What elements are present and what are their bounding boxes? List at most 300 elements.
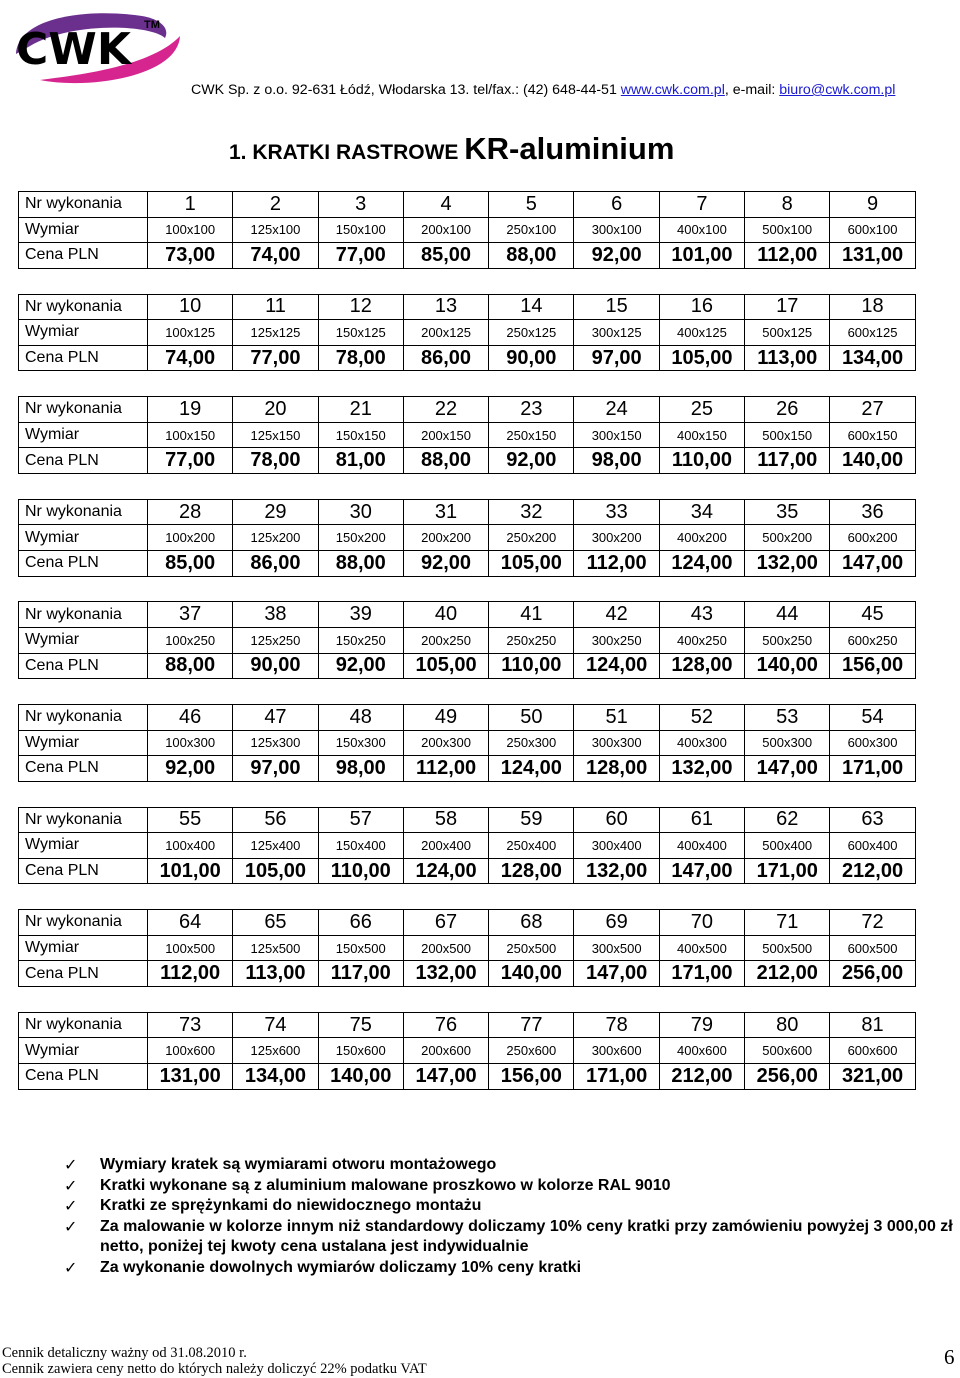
price-cell: 90,00 [233, 653, 318, 679]
price-cell: 73,00 [148, 243, 233, 269]
number-cell: 15 [574, 294, 659, 320]
price-cell: 92,00 [489, 448, 574, 474]
size-cell: 300x250 [574, 627, 659, 653]
price-cell: 124,00 [403, 858, 488, 884]
row-label: Cena PLN [19, 961, 148, 987]
size-cell: 500x500 [745, 935, 830, 961]
size-cell: 125x125 [233, 320, 318, 346]
row-label: Nr wykonania [19, 294, 148, 320]
row-label: Cena PLN [19, 653, 148, 679]
number-cell: 56 [233, 807, 318, 833]
price-cell: 92,00 [403, 550, 488, 576]
row-label: Wymiar [19, 320, 148, 346]
size-cell: 200x100 [403, 217, 488, 243]
number-cell: 43 [659, 602, 744, 628]
number-cell: 4 [403, 192, 488, 218]
price-cell: 101,00 [148, 858, 233, 884]
number-cell: 74 [233, 1012, 318, 1038]
logo-tm: TM [144, 19, 160, 31]
row-label: Wymiar [19, 217, 148, 243]
number-cell: 40 [403, 602, 488, 628]
price-cell: 134,00 [830, 345, 915, 371]
size-cell: 100x150 [148, 422, 233, 448]
price-cell: 124,00 [574, 653, 659, 679]
price-cell: 77,00 [318, 243, 403, 269]
size-cell: 400x200 [659, 525, 744, 551]
size-cell: 300x500 [574, 935, 659, 961]
note-text: Za wykonanie dowolnych wymiarów doliczamy 10% ceny kratki [100, 1258, 582, 1276]
title-prefix: 1. KRATKI RASTROWE [229, 141, 465, 164]
number-cell: 5 [489, 192, 574, 218]
size-cell: 150x200 [318, 525, 403, 551]
number-cell: 41 [489, 602, 574, 628]
number-cell: 44 [745, 602, 830, 628]
price-cell: 98,00 [574, 448, 659, 474]
number-cell: 71 [745, 910, 830, 936]
size-row [19, 320, 916, 346]
size-cell: 250x125 [489, 320, 574, 346]
number-cell: 32 [489, 499, 574, 525]
row-label: Cena PLN [19, 448, 148, 474]
price-cell: 124,00 [489, 756, 574, 782]
number-cell: 67 [403, 910, 488, 936]
number-cell: 17 [745, 294, 830, 320]
number-cell: 35 [745, 499, 830, 525]
price-table [18, 704, 916, 782]
size-cell: 250x300 [489, 730, 574, 756]
number-cell: 46 [148, 705, 233, 731]
contact-text: CWK Sp. z o.o. 92-631 Łódź, Włodarska 13. tel/fax.: (42) 648-44-51 [191, 82, 621, 98]
price-cell: 256,00 [830, 961, 915, 987]
number-cell: 66 [318, 910, 403, 936]
price-table [18, 1012, 916, 1090]
size-cell: 200x300 [403, 730, 488, 756]
number-cell: 75 [318, 1012, 403, 1038]
price-cell: 171,00 [659, 961, 744, 987]
note-text: Za malowanie w kolorze innym niż standardowy doliczamy 10% ceny kratki przy zamówieniu powyżej 3 000,00 zł netto, poniżej tej kwoty cena ustalana jest indywidualnie [100, 1217, 953, 1256]
check-icon: ✓ [64, 1198, 78, 1216]
price-cell: 140,00 [830, 448, 915, 474]
number-cell: 26 [745, 397, 830, 423]
size-cell: 400x600 [659, 1038, 744, 1064]
size-cell: 250x500 [489, 935, 574, 961]
row-label: Cena PLN [19, 858, 148, 884]
price-cell: 90,00 [489, 345, 574, 371]
size-cell: 600x600 [830, 1038, 915, 1064]
price-cell: 113,00 [745, 345, 830, 371]
price-cell: 113,00 [233, 961, 318, 987]
price-cell: 140,00 [745, 653, 830, 679]
row-label: Cena PLN [19, 550, 148, 576]
size-cell: 100x500 [148, 935, 233, 961]
size-cell: 125x400 [233, 833, 318, 859]
price-cell: 256,00 [745, 1063, 830, 1089]
price-cell: 132,00 [574, 858, 659, 884]
size-cell: 500x300 [745, 730, 830, 756]
note-text: Kratki ze sprężynkami do niewidocznego montażu [100, 1197, 482, 1215]
number-cell: 31 [403, 499, 488, 525]
number-row [19, 910, 916, 936]
row-label: Wymiar [19, 1038, 148, 1064]
number-cell: 10 [148, 294, 233, 320]
number-cell: 45 [830, 602, 915, 628]
size-cell: 400x300 [659, 730, 744, 756]
email-label: , e-mail: [724, 82, 780, 98]
size-cell: 600x400 [830, 833, 915, 859]
price-cell: 147,00 [830, 550, 915, 576]
number-cell: 22 [403, 397, 488, 423]
email-link[interactable]: biuro@cwk.com.pl [779, 82, 896, 98]
number-cell: 78 [574, 1012, 659, 1038]
page-number: 6 [944, 1345, 955, 1369]
size-cell: 150x600 [318, 1038, 403, 1064]
number-cell: 76 [403, 1012, 488, 1038]
price-cell: 131,00 [148, 1063, 233, 1089]
price-cell: 92,00 [318, 653, 403, 679]
number-cell: 52 [659, 705, 744, 731]
number-row [19, 807, 916, 833]
price-cell: 128,00 [659, 653, 744, 679]
size-cell: 400x250 [659, 627, 744, 653]
note-item [64, 1176, 960, 1197]
size-row [19, 525, 916, 551]
price-table [18, 499, 916, 577]
size-cell: 150x250 [318, 627, 403, 653]
number-cell: 79 [659, 1012, 744, 1038]
price-cell: 171,00 [830, 756, 915, 782]
size-cell: 200x400 [403, 833, 488, 859]
row-label: Nr wykonania [19, 192, 148, 218]
number-cell: 70 [659, 910, 744, 936]
size-cell: 100x125 [148, 320, 233, 346]
number-cell: 72 [830, 910, 915, 936]
price-row [19, 1063, 916, 1089]
price-cell: 140,00 [318, 1063, 403, 1089]
number-cell: 65 [233, 910, 318, 936]
size-cell: 150x400 [318, 833, 403, 859]
size-cell: 200x600 [403, 1038, 488, 1064]
price-cell: 131,00 [830, 243, 915, 269]
price-cell: 171,00 [574, 1063, 659, 1089]
price-row [19, 858, 916, 884]
size-cell: 600x100 [830, 217, 915, 243]
number-cell: 20 [233, 397, 318, 423]
size-cell: 125x100 [233, 217, 318, 243]
number-row [19, 602, 916, 628]
number-cell: 28 [148, 499, 233, 525]
row-label: Cena PLN [19, 345, 148, 371]
size-cell: 200x125 [403, 320, 488, 346]
row-label: Wymiar [19, 935, 148, 961]
price-cell: 86,00 [233, 550, 318, 576]
price-cell: 88,00 [148, 653, 233, 679]
number-cell: 9 [830, 192, 915, 218]
notes-list [64, 1155, 960, 1279]
size-cell: 400x125 [659, 320, 744, 346]
row-label: Nr wykonania [19, 397, 148, 423]
number-cell: 80 [745, 1012, 830, 1038]
row-label: Cena PLN [19, 243, 148, 269]
price-cell: 140,00 [489, 961, 574, 987]
row-label: Nr wykonania [19, 705, 148, 731]
price-cell: 105,00 [403, 653, 488, 679]
row-label: Wymiar [19, 627, 148, 653]
price-cell: 156,00 [489, 1063, 574, 1089]
price-cell: 212,00 [745, 961, 830, 987]
number-cell: 59 [489, 807, 574, 833]
price-cell: 147,00 [659, 858, 744, 884]
size-cell: 600x200 [830, 525, 915, 551]
price-cell: 98,00 [318, 756, 403, 782]
size-cell: 250x200 [489, 525, 574, 551]
number-cell: 27 [830, 397, 915, 423]
size-cell: 100x200 [148, 525, 233, 551]
size-cell: 500x150 [745, 422, 830, 448]
size-cell: 600x500 [830, 935, 915, 961]
price-cell: 132,00 [745, 550, 830, 576]
price-cell: 112,00 [403, 756, 488, 782]
size-cell: 150x125 [318, 320, 403, 346]
size-cell: 125x600 [233, 1038, 318, 1064]
price-table [18, 909, 916, 987]
size-cell: 500x125 [745, 320, 830, 346]
price-cell: 132,00 [403, 961, 488, 987]
number-cell: 60 [574, 807, 659, 833]
price-cell: 147,00 [574, 961, 659, 987]
row-label: Cena PLN [19, 756, 148, 782]
number-cell: 55 [148, 807, 233, 833]
number-cell: 81 [830, 1012, 915, 1038]
check-icon: ✓ [64, 1177, 78, 1195]
price-table [18, 294, 916, 372]
number-cell: 19 [148, 397, 233, 423]
number-cell: 23 [489, 397, 574, 423]
price-cell: 77,00 [233, 345, 318, 371]
title-main: KR-aluminium [464, 131, 675, 166]
number-cell: 51 [574, 705, 659, 731]
size-row [19, 935, 916, 961]
number-row [19, 705, 916, 731]
price-cell: 77,00 [148, 448, 233, 474]
page-title [229, 131, 674, 167]
number-cell: 57 [318, 807, 403, 833]
price-cell: 78,00 [233, 448, 318, 474]
size-row [19, 217, 916, 243]
size-cell: 250x400 [489, 833, 574, 859]
price-cell: 105,00 [233, 858, 318, 884]
size-cell: 400x500 [659, 935, 744, 961]
price-cell: 128,00 [574, 756, 659, 782]
website-link[interactable]: www.cwk.com.pl [620, 82, 725, 98]
price-cell: 110,00 [489, 653, 574, 679]
row-label: Wymiar [19, 525, 148, 551]
note-item [64, 1258, 960, 1279]
number-row [19, 1012, 916, 1038]
price-cell: 97,00 [574, 345, 659, 371]
check-icon: ✓ [64, 1259, 78, 1277]
price-cell: 92,00 [148, 756, 233, 782]
price-row [19, 653, 916, 679]
size-cell: 400x100 [659, 217, 744, 243]
price-row [19, 756, 916, 782]
number-cell: 73 [148, 1012, 233, 1038]
number-cell: 21 [318, 397, 403, 423]
price-row [19, 550, 916, 576]
price-cell: 147,00 [745, 756, 830, 782]
note-text: Wymiary kratek są wymiarami otworu montażowego [100, 1156, 497, 1173]
number-cell: 3 [318, 192, 403, 218]
price-cell: 147,00 [403, 1063, 488, 1089]
size-cell: 400x150 [659, 422, 744, 448]
note-text: Kratki wykonane są z aluminium malowane proszkowo w kolorze RAL 9010 [100, 1176, 671, 1194]
note-item [64, 1155, 960, 1176]
price-table [18, 807, 916, 885]
number-row [19, 499, 916, 525]
number-cell: 14 [489, 294, 574, 320]
contact-line [191, 82, 895, 98]
number-cell: 54 [830, 705, 915, 731]
price-table [18, 396, 916, 474]
price-cell: 128,00 [489, 858, 574, 884]
number-cell: 25 [659, 397, 744, 423]
size-cell: 300x100 [574, 217, 659, 243]
number-cell: 6 [574, 192, 659, 218]
row-label: Nr wykonania [19, 910, 148, 936]
price-cell: 92,00 [574, 243, 659, 269]
number-cell: 77 [489, 1012, 574, 1038]
size-cell: 250x100 [489, 217, 574, 243]
size-cell: 250x250 [489, 627, 574, 653]
size-cell: 250x150 [489, 422, 574, 448]
check-icon: ✓ [64, 1157, 78, 1174]
price-cell: 74,00 [148, 345, 233, 371]
note-item [64, 1196, 960, 1217]
size-row [19, 1038, 916, 1064]
check-icon: ✓ [64, 1218, 78, 1236]
number-cell: 33 [574, 499, 659, 525]
size-cell: 150x150 [318, 422, 403, 448]
size-cell: 150x300 [318, 730, 403, 756]
number-cell: 69 [574, 910, 659, 936]
number-cell: 7 [659, 192, 744, 218]
price-cell: 112,00 [148, 961, 233, 987]
price-row [19, 345, 916, 371]
number-cell: 37 [148, 602, 233, 628]
size-cell: 300x150 [574, 422, 659, 448]
price-cell: 171,00 [745, 858, 830, 884]
size-cell: 150x500 [318, 935, 403, 961]
number-cell: 34 [659, 499, 744, 525]
size-cell: 200x250 [403, 627, 488, 653]
price-cell: 85,00 [403, 243, 488, 269]
size-row [19, 422, 916, 448]
number-cell: 16 [659, 294, 744, 320]
number-cell: 47 [233, 705, 318, 731]
price-cell: 101,00 [659, 243, 744, 269]
size-cell: 500x250 [745, 627, 830, 653]
number-cell: 64 [148, 910, 233, 936]
number-cell: 38 [233, 602, 318, 628]
number-cell: 58 [403, 807, 488, 833]
price-cell: 110,00 [318, 858, 403, 884]
size-cell: 200x200 [403, 525, 488, 551]
size-cell: 600x125 [830, 320, 915, 346]
price-row [19, 243, 916, 269]
size-cell: 500x100 [745, 217, 830, 243]
size-row [19, 833, 916, 859]
size-cell: 125x300 [233, 730, 318, 756]
price-cell: 124,00 [659, 550, 744, 576]
price-cell: 112,00 [745, 243, 830, 269]
number-cell: 12 [318, 294, 403, 320]
number-cell: 63 [830, 807, 915, 833]
number-cell: 30 [318, 499, 403, 525]
number-cell: 39 [318, 602, 403, 628]
number-cell: 8 [745, 192, 830, 218]
number-cell: 18 [830, 294, 915, 320]
size-cell: 600x150 [830, 422, 915, 448]
size-cell: 300x600 [574, 1038, 659, 1064]
row-label: Wymiar [19, 730, 148, 756]
price-cell: 110,00 [659, 448, 744, 474]
size-cell: 100x250 [148, 627, 233, 653]
price-cell: 86,00 [403, 345, 488, 371]
price-table [18, 601, 916, 679]
number-cell: 29 [233, 499, 318, 525]
row-label: Wymiar [19, 422, 148, 448]
size-cell: 100x100 [148, 217, 233, 243]
price-cell: 97,00 [233, 756, 318, 782]
number-row [19, 397, 916, 423]
price-cell: 105,00 [659, 345, 744, 371]
number-cell: 42 [574, 602, 659, 628]
price-cell: 81,00 [318, 448, 403, 474]
size-cell: 300x125 [574, 320, 659, 346]
price-cell: 117,00 [318, 961, 403, 987]
size-cell: 200x500 [403, 935, 488, 961]
number-cell: 68 [489, 910, 574, 936]
price-cell: 85,00 [148, 550, 233, 576]
size-cell: 400x400 [659, 833, 744, 859]
size-cell: 125x200 [233, 525, 318, 551]
number-cell: 1 [148, 192, 233, 218]
price-cell: 321,00 [830, 1063, 915, 1089]
size-cell: 100x400 [148, 833, 233, 859]
number-row [19, 192, 916, 218]
number-cell: 53 [745, 705, 830, 731]
number-cell: 13 [403, 294, 488, 320]
price-cell: 78,00 [318, 345, 403, 371]
footer-vat-note: Cennik zawiera ceny netto do których należy doliczyć 22% podatku VAT [2, 1361, 427, 1377]
price-cell: 134,00 [233, 1063, 318, 1089]
size-cell: 300x400 [574, 833, 659, 859]
size-cell: 125x150 [233, 422, 318, 448]
price-cell: 117,00 [745, 448, 830, 474]
size-cell: 500x400 [745, 833, 830, 859]
price-cell: 88,00 [489, 243, 574, 269]
size-cell: 500x600 [745, 1038, 830, 1064]
price-row [19, 448, 916, 474]
price-cell: 156,00 [830, 653, 915, 679]
number-cell: 24 [574, 397, 659, 423]
number-row [19, 294, 916, 320]
number-cell: 2 [233, 192, 318, 218]
row-label: Nr wykonania [19, 499, 148, 525]
row-label: Nr wykonania [19, 602, 148, 628]
size-cell: 250x600 [489, 1038, 574, 1064]
number-cell: 61 [659, 807, 744, 833]
price-cell: 88,00 [318, 550, 403, 576]
